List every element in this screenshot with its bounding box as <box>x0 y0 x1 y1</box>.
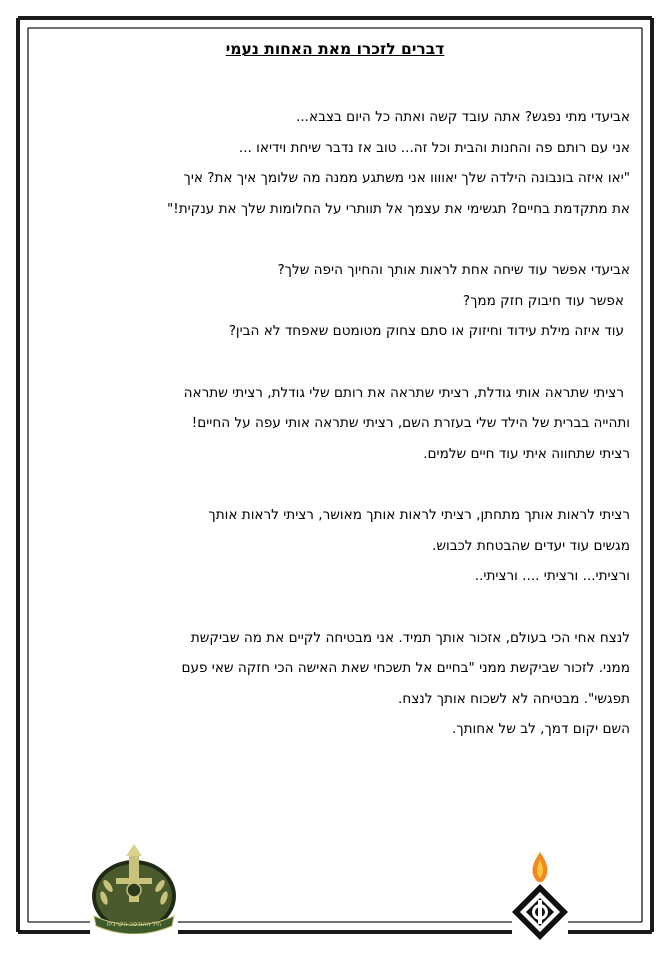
text-line: ורציתי... ורציתי .... ורציתי.. <box>474 568 630 584</box>
text-line: מגשים עוד יעדים שהבטחת לכבוש. <box>432 537 630 554</box>
text-line: עוד איזה מילת עידוד וחיזוק או סתם צחוק מטומטם שאפחד לא הבין? <box>228 323 624 339</box>
text-line: רציתי שתראה אותי גודלת, רציתי שתראה את רותם שלי גודלת, רציתי שתראה <box>183 384 624 401</box>
badge-caption: חיל ההנדסה הקרבית <box>106 921 162 928</box>
text-line: רציתי שתחווה איתי עוד חיים שלמים. <box>423 445 630 462</box>
text-line: אפשר עוד חיבוק חזק ממך? <box>462 292 624 309</box>
paragraph-4 <box>38 500 632 592</box>
text-line: לנצח אחי הכי בעולם, אזכור אותך תמיד. אני מבטיחה לקיים את מה שביקשת <box>190 629 630 646</box>
military-unit-badge-icon <box>88 842 180 934</box>
paragraph-2 <box>38 255 632 347</box>
text-line: תפגשי". מבטיחה לא לשכוח אותך לנצח. <box>398 690 630 707</box>
paragraph-5 <box>38 623 632 745</box>
text-line: השם יקום דמך, לב של אחותך. <box>452 721 630 737</box>
text-line: רציתי לראות אותך מתחתן, רציתי לראות אותך מאושר, רציתי לראות אותך <box>208 507 630 523</box>
paragraph-3 <box>38 378 632 470</box>
text-line: ותהייה בברית של הילד שלי בעזרת השם, רציתי שתראה אותי עפה על החיים! <box>191 415 630 431</box>
text-line: ממני. לזכור שביקשת ממני "בחיים אל תשכחי שאת האישה הכי חזקה שאי פעם <box>181 660 630 676</box>
text-line: את מתקדמת בחיים? תגשימי את עצמך אל תוותרי על החלומות שלך את ענקית!" <box>167 200 630 217</box>
page-title: דברים לזכרו מאת האחות נעמי <box>225 40 445 58</box>
paragraph-1 <box>38 102 632 224</box>
memorial-flame-emblem-icon <box>508 850 572 942</box>
text-line: "יאו איזה בונבונה הילדה שלך יאוווו אני משתגע ממנה מה שלומך איך את? איך <box>183 170 630 186</box>
letter-content <box>38 30 632 745</box>
text-line: אני עם רותם פה והחנות והבית וכל זה... טוב אז נדבר שיחת וידיאו ... <box>238 139 630 156</box>
text-line: אביעדי מתי נפגש? אתה עובד קשה ואתה כל היום בצבא... <box>296 109 630 125</box>
text-line: אביעדי אפשר עוד שיחה אחת לראות אותך והחיוך היפה שלך? <box>277 262 630 278</box>
